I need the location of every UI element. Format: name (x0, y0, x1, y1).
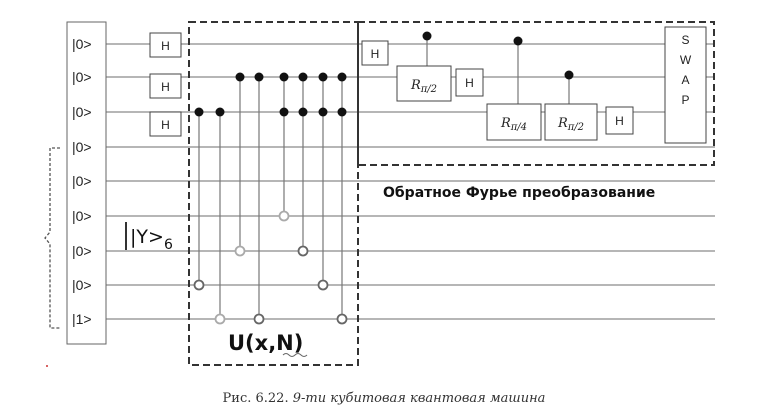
qft-hadamard-gate-1-label: H (370, 47, 380, 61)
target-circle (319, 281, 328, 290)
qft-control-dot (565, 71, 574, 80)
control-dot (299, 73, 308, 82)
hadamard-gate-2-label: H (161, 80, 170, 94)
swap-letter-w: W (679, 53, 692, 67)
swap-letter-a: A (681, 73, 690, 87)
target-circle (236, 247, 245, 256)
rotation-gate-pi-2-second-label: $R_{\pi/2}$ (557, 116, 585, 133)
control-dot (338, 108, 347, 117)
control-dot (280, 73, 289, 82)
control-dot (319, 108, 328, 117)
rotation-gate-pi-2-first-label: $R_{\pi/2}$ (410, 78, 438, 95)
control-dot (236, 73, 245, 82)
target-circle (216, 315, 225, 324)
qft-hadamard-gate-2-label: H (465, 76, 474, 90)
ket-5: |0> (72, 173, 92, 189)
modular-exponentiation-box (189, 22, 358, 365)
control-dot (255, 73, 264, 82)
hadamard-column (150, 33, 181, 136)
ket-1: |0> (72, 36, 92, 52)
stray-dot (46, 365, 48, 367)
ket-8: |0> (72, 277, 92, 293)
ket-7: |0> (72, 243, 92, 259)
control-dot (280, 108, 289, 117)
modular-exponentiation-label: U(x,N) (228, 331, 304, 355)
control-dots (195, 73, 347, 117)
target-circle (255, 315, 264, 324)
control-dot (299, 108, 308, 117)
target-circle (299, 247, 308, 256)
hadamard-gate-1-label: H (161, 39, 170, 53)
qft-control-dot (423, 32, 432, 41)
control-dot (319, 73, 328, 82)
ket-9: |1> (72, 311, 92, 327)
ket-4: |0> (72, 139, 92, 155)
swap-letter-s: S (681, 33, 690, 47)
control-dot (338, 73, 347, 82)
qft-control-dot (514, 37, 523, 46)
qft-hadamard-gate-3-label: H (615, 114, 624, 128)
control-dot (195, 108, 204, 117)
lower-register-bracket (45, 148, 60, 328)
ket-3: |0> (72, 104, 92, 120)
target-circles (195, 212, 347, 324)
swap-letter-p: P (681, 93, 690, 107)
control-dot (216, 108, 225, 117)
rotation-gate-pi-4-label: $R_{\pi/4}$ (500, 116, 528, 133)
figure-caption: Рис. 6.22. 9-ти кубитовая квантовая машина (222, 391, 546, 406)
target-circle (195, 281, 204, 290)
target-circle (338, 315, 347, 324)
psi-label: $|Y>_6$ (130, 226, 173, 253)
ket-2: |0> (72, 69, 92, 85)
qft-title: Обратное Фурье преобразование (383, 185, 656, 201)
hadamard-gate-3-label: H (161, 118, 170, 132)
target-circle (280, 212, 289, 221)
ket-6: |0> (72, 208, 92, 224)
